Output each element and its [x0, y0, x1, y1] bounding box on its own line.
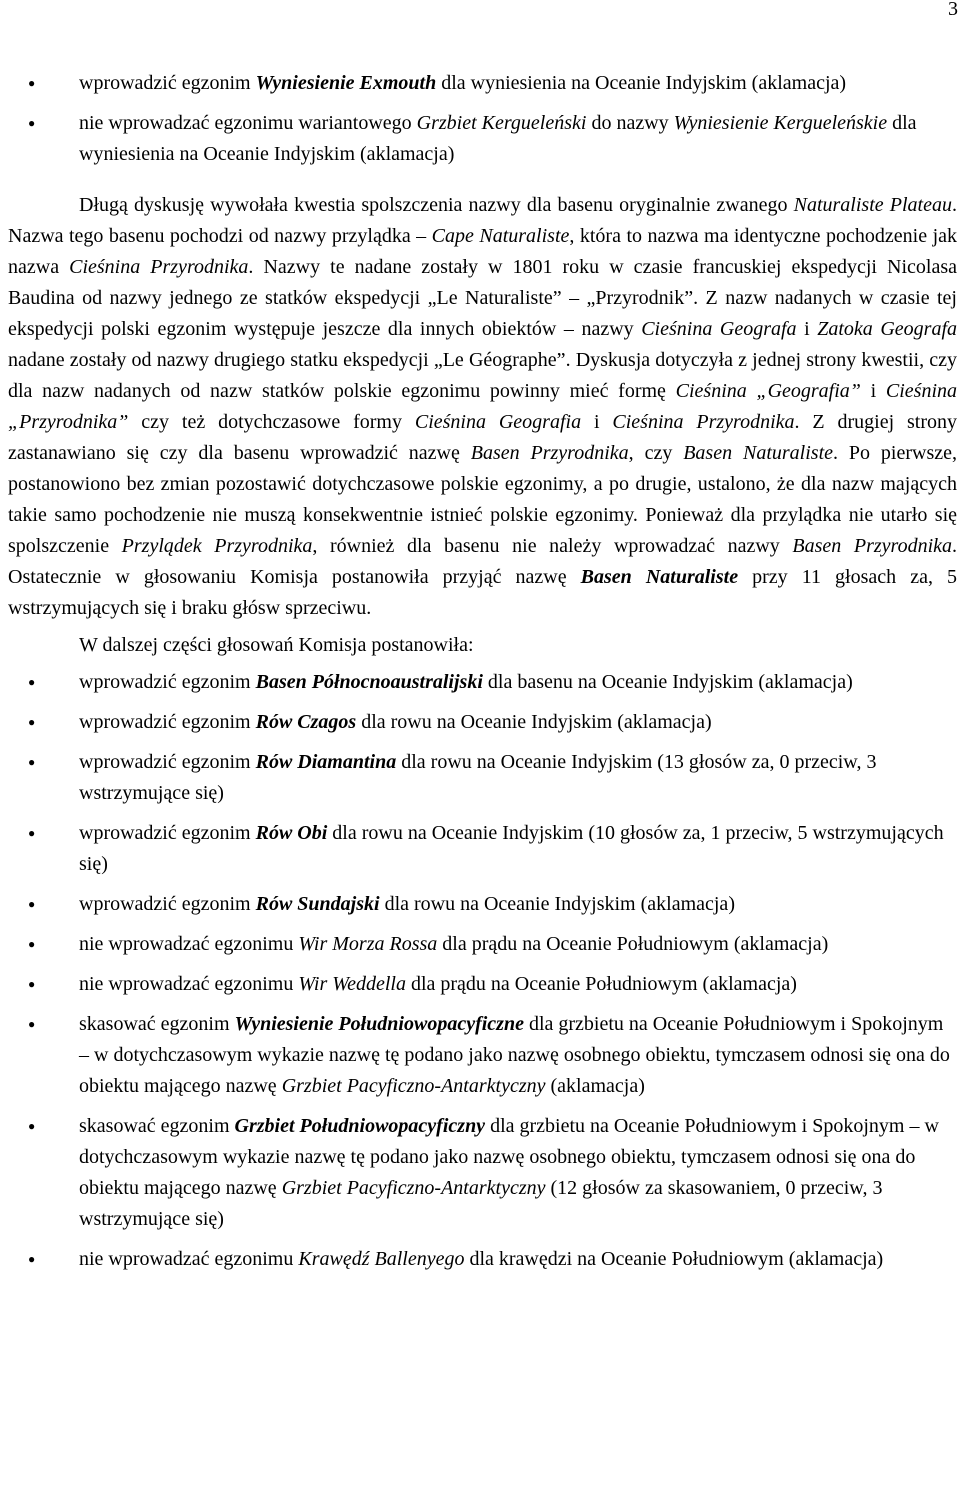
emphasized-name: Grzbiet Pacyficzno-Antarktyczny	[281, 1176, 546, 1199]
text-run: i	[796, 318, 818, 340]
emphasized-name: Wir Morza Rossa	[298, 932, 438, 955]
text-run: dla prądu na Oceanie Południowym (aklamacja)	[437, 932, 829, 955]
text-run: Długą dyskusję wywołała kwestia spolszczenia nazwy dla basenu oryginalnie zwanego	[79, 194, 794, 216]
text-run: dla wyniesienia na Oceanie Indyjskim (aklamacja)	[436, 72, 847, 94]
emphasized-name: Basen Północnoaustralijski	[255, 670, 483, 693]
decision-list-2	[8, 667, 957, 1275]
document-body	[8, 68, 957, 1275]
text-run: czy też dotychczasowe formy	[128, 411, 415, 433]
text-run: skasować egzonim	[79, 1012, 235, 1035]
text-run: nie wprowadzać egzonimu	[79, 972, 299, 995]
emphasized-name: Cieśnina Przyrodnika	[612, 411, 795, 433]
text-run: wprowadzić egzonim	[79, 821, 256, 844]
text-run: , czy	[628, 442, 684, 464]
page-number: 3	[948, 0, 958, 20]
emphasized-name: Wyniesienie Południowopacyficzne	[234, 1012, 524, 1035]
text-run: dla krawędzi na Oceanie Południowym (aklamacja)	[464, 1247, 884, 1270]
text-run: do nazwy	[586, 112, 674, 134]
text-run: (12 głosów za skasowaniem, 0 przeciw, 3 wstrzymujące się)	[79, 1176, 883, 1230]
text-run: dla rowu na Oceanie Indyjskim (aklamacja)	[356, 710, 712, 733]
emphasized-name: Rów Czagos	[255, 710, 357, 733]
text-run: wprowadzić egzonim	[79, 670, 256, 693]
text-run: przy 11 głosach za, 5 wstrzymujących się i braku głósw sprzeciwu.	[8, 566, 958, 619]
list-item	[8, 747, 957, 809]
emphasized-name: Grzbiet Kergueleński	[416, 112, 587, 134]
emphasized-name: Naturaliste Plateau	[793, 194, 952, 216]
list-item	[8, 929, 957, 960]
text-run: wprowadzić egzonim	[79, 892, 256, 915]
text-run: i	[581, 411, 613, 433]
emphasized-name: Basen Przyrodnika	[792, 535, 952, 557]
emphasized-name: Basen Naturaliste	[683, 442, 834, 464]
emphasized-name: Wyniesienie Exmouth	[255, 72, 437, 94]
text-run: dla prądu na Oceanie Południowym (aklamacja)	[405, 972, 797, 995]
text-run: dla grzbietu na Oceanie Południowym i Spokojnym – w dotychczasowym wykazie nazwę tę podano jako nazwę osobnego obiektu, tymczasem odnosi się ona do obiektu mającego nazwę	[79, 1012, 950, 1097]
emphasized-name: Basen Przyrodnika	[470, 442, 629, 464]
text-run: . Nazwy te nadane zostały w 1801 roku w czasie francuskiej ekspedycji Nicolasa Baudina od nazwy jednego ze statków ekspedycji „Le Naturaliste” – „Przyrodnik”.	[8, 256, 957, 309]
emphasized-name: Grzbiet Pacyficzno-Antarktyczny	[281, 1074, 546, 1097]
text-run: nie wprowadzać egzonimu	[79, 932, 299, 955]
list-item	[8, 68, 957, 99]
text-run: . Z drugiej strony zastanawiano się czy dla basenu wprowadzić nazwę	[8, 411, 958, 464]
text-run: dla grzbietu na Oceanie Południowym i Spokojnym – w dotychczasowym wykazie nazwę tę podano jako nazwę osobnego obiektu, tymczasem odnosi się ona do obiektu mającego nazwę	[79, 1114, 939, 1199]
emphasized-name: Basen Naturaliste	[580, 566, 739, 588]
list-item	[8, 667, 957, 698]
text-run: , która to nazwa ma identyczne pochodzenie jak nazwa	[8, 225, 958, 278]
text-run: . Nazwa tego basenu pochodzi od nazwy przylądka –	[8, 194, 957, 247]
emphasized-name: Rów Obi	[255, 821, 328, 844]
text-run: . Po pierwsze, postanowiono bez zmian pozostawić dotychczasowe polskie egzonimy, a po drugie, ustalono, że dla nazw mających takie samo pochodzenie nie muszą konsekwentnie istnieć polskie egzonimy. Ponieważ dla przylądka nie utarło się spolszczenie	[8, 442, 958, 557]
emphasized-name: Cieśnina „Przyrodnika”	[8, 380, 958, 433]
emphasized-name: Zatoka Geografa	[817, 318, 958, 340]
list-item	[8, 1244, 957, 1275]
emphasized-name: Wyniesienie Kergueleńskie	[673, 112, 888, 134]
decision-list-1	[8, 68, 957, 170]
text-run: wprowadzić egzonim	[79, 750, 256, 773]
list-item	[8, 108, 957, 170]
list-item	[8, 1009, 957, 1102]
text-run: i	[860, 380, 886, 402]
text-run: nadane zostały od nazwy drugiego statku ekspedycji „Le Géographe”. Dyskusja dotyczyła z jednej strony kwestii, czy dla nazw nadanych od nazw statków polskie egzonimu powinny mieć formę	[8, 349, 957, 402]
list-item	[8, 707, 957, 738]
text-run: Z nazw nadanych w czasie tej ekspedycji polski egzonim występuje jeszcze dla innych obiektów – nazwy	[8, 287, 957, 340]
text-run: nie wprowadzać egzonimu wariantowego	[79, 112, 417, 134]
emphasized-name: Rów Sundajski	[255, 892, 380, 915]
text-run: wprowadzić egzonim	[79, 72, 256, 94]
intro-paragraph: W dalszej części głosowań Komisja postanowiła:	[79, 634, 474, 656]
list-item	[8, 969, 957, 1000]
text-run: dla basenu na Oceanie Indyjskim (aklamacja)	[482, 670, 853, 693]
emphasized-name: Cieśnina Przyrodnika	[69, 256, 249, 278]
emphasized-name: Cieśnina „Geografia”	[675, 380, 861, 402]
emphasized-name: Grzbiet Południowopacyficzny	[234, 1114, 486, 1137]
emphasized-name: Cape Naturaliste	[431, 225, 570, 247]
text-run: . Ostatecznie w głosowaniu Komisja postanowiła przyjąć nazwę	[8, 535, 957, 588]
list-item	[8, 1111, 957, 1235]
text-run: (aklamacja)	[545, 1074, 645, 1097]
emphasized-name: Rów Diamantina	[255, 750, 397, 773]
emphasized-name: Cieśnina Geografia	[414, 411, 582, 433]
text-run: dla rowu na Oceanie Indyjskim (10 głosów za, 1 przeciw, 5 wstrzymujących się)	[79, 821, 944, 875]
discussion-paragraph	[8, 190, 957, 624]
emphasized-name: Wir Weddella	[298, 972, 406, 995]
emphasized-name: Przylądek Przyrodnika	[121, 535, 313, 557]
text-run: , również dla basenu nie należy wprowadzać nazwy	[312, 535, 793, 557]
text-run: nie wprowadzać egzonimu	[79, 1247, 299, 1270]
emphasized-name: Krawędź Ballenyego	[298, 1247, 465, 1270]
text-run: dla wyniesienia na Oceanie Indyjskim (aklamacja)	[79, 112, 917, 165]
text-run: skasować egzonim	[79, 1114, 235, 1137]
list-item	[8, 889, 957, 920]
emphasized-name: Cieśnina Geografa	[641, 318, 797, 340]
list-item	[8, 818, 957, 880]
text-run: wprowadzić egzonim	[79, 710, 256, 733]
text-run: dla rowu na Oceanie Indyjskim (13 głosów za, 0 przeciw, 3 wstrzymujące się)	[79, 750, 877, 804]
text-run: dla rowu na Oceanie Indyjskim (aklamacja)	[379, 892, 735, 915]
